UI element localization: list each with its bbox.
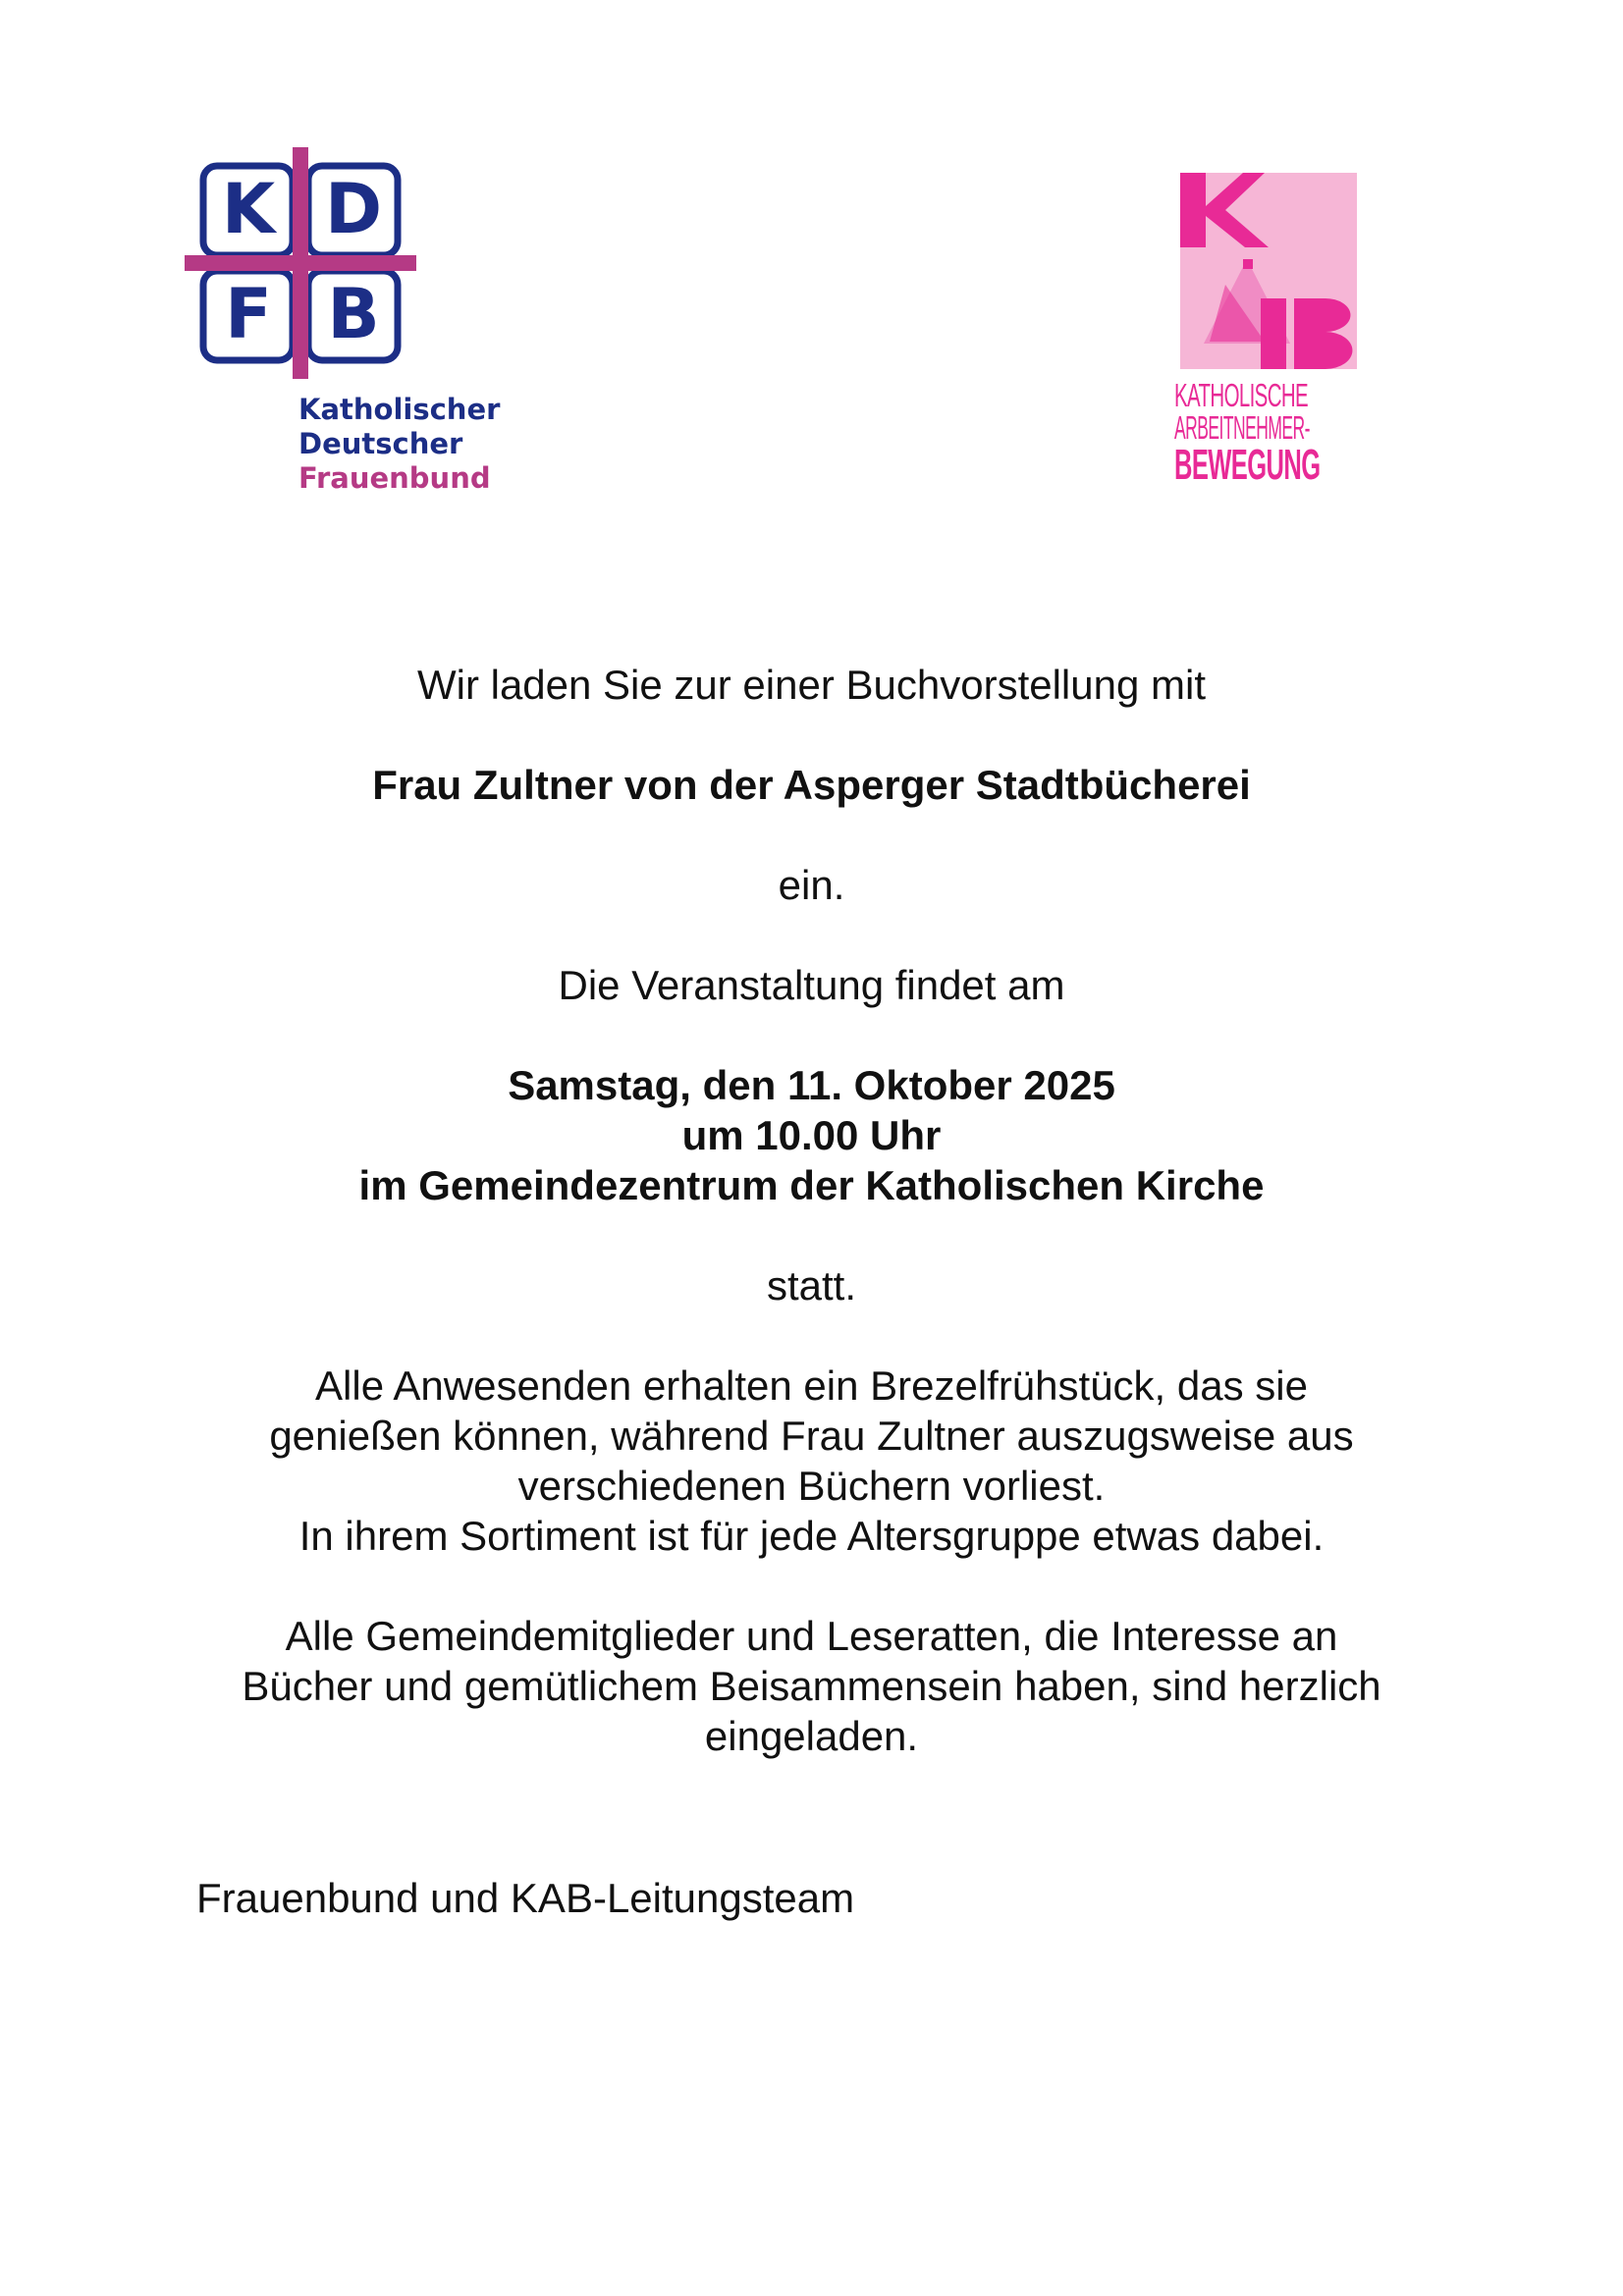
paragraph-line: genießen können, während Frau Zultner auszugsweise aus — [269, 1413, 1354, 1459]
event-date: Samstag, den 11. Oktober 2025 — [508, 1062, 1115, 1108]
kab-text-line: ARBEITNEHMER- — [1174, 409, 1310, 446]
paragraph-line: eingeladen. — [704, 1713, 919, 1759]
kdfb-letter-k: K — [221, 169, 276, 249]
kdfb-name-line: Katholischer — [298, 393, 501, 426]
event-intro-line: Die Veranstaltung findet am — [558, 962, 1065, 1008]
paragraph-line: verschiedenen Büchern vorliest. — [517, 1463, 1106, 1509]
kab-text-line: BEWEGUNG — [1174, 441, 1321, 489]
event-time: um 10.00 Uhr — [681, 1112, 942, 1158]
intro-line: Wir laden Sie zur einer Buchvorstellung mit — [416, 662, 1206, 708]
speaker-line: Frau Zultner von der Asperger Stadtbücherei — [372, 762, 1251, 808]
kdfb-name — [298, 393, 500, 496]
kdfb-logo — [183, 145, 501, 499]
kdfb-letter-d: D — [324, 169, 383, 249]
kdfb-letter-b: B — [327, 274, 380, 354]
kab-text-line: KATHOLISCHE — [1174, 377, 1309, 413]
kdfb-name-line: Frauenbund — [298, 461, 491, 495]
invitation-body — [0, 660, 1623, 1761]
kab-logo — [1174, 169, 1361, 489]
kab-wordmark — [1174, 379, 1361, 487]
kdfb-cross-icon — [183, 145, 418, 381]
kdfb-name-line: Deutscher — [298, 427, 463, 460]
kab-mark-icon — [1174, 169, 1361, 375]
paragraph-line: Alle Anwesenden erhalten ein Brezelfrühstück, das sie — [315, 1362, 1308, 1409]
paragraph-line: Bücher und gemütlichem Beisammensein haben, sind herzlich — [242, 1663, 1381, 1709]
paragraph-line: Alle Gemeindemitglieder und Leseratten, die Interesse an — [285, 1613, 1338, 1659]
event-location: im Gemeindezentrum der Katholischen Kirche — [358, 1162, 1265, 1208]
statt-line: statt. — [766, 1262, 857, 1308]
kdfb-letter-f: F — [225, 274, 272, 354]
signature: Frauenbund und KAB-Leitungsteam — [196, 1875, 855, 1921]
paragraph-line: In ihrem Sortiment ist für jede Altersgruppe etwas dabei. — [298, 1513, 1325, 1559]
ein-line: ein. — [778, 862, 845, 908]
